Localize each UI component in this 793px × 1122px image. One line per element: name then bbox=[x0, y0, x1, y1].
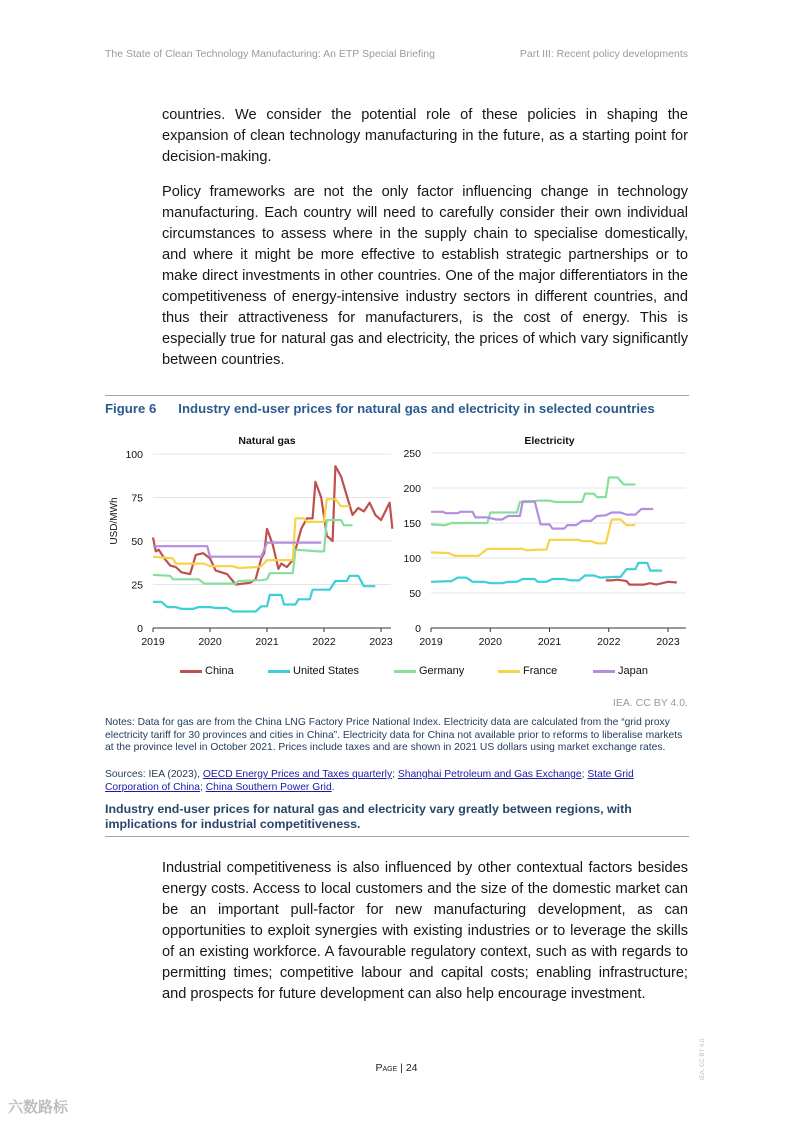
x-tick-label: 2022 bbox=[312, 636, 336, 648]
y-tick-label: 25 bbox=[131, 579, 143, 592]
x-tick-label: 2020 bbox=[478, 636, 502, 648]
legend-united-states: United States bbox=[268, 665, 359, 677]
source-link-oecd[interactable]: OECD Energy Prices and Taxes quarterly bbox=[202, 769, 393, 780]
watermark: 六数路标 bbox=[8, 1099, 69, 1116]
x-tick-label: 2020 bbox=[198, 636, 222, 648]
y-tick-label: 150 bbox=[403, 518, 421, 530]
y-tick-label: 50 bbox=[409, 588, 421, 600]
side-credit: IEA. CC BY 4.0. bbox=[700, 1037, 706, 1080]
x-tick-label: 2021 bbox=[537, 636, 562, 648]
figure-number: Figure 6 bbox=[105, 401, 157, 416]
series-line-france bbox=[431, 520, 635, 556]
legend-swatch-france bbox=[498, 670, 520, 673]
x-tick-label: 2023 bbox=[656, 636, 680, 648]
x-tick-label: 2019 bbox=[419, 636, 443, 648]
figure-credit: IEA. CC BY 4.0. bbox=[612, 697, 688, 709]
series-line-japan bbox=[431, 501, 653, 528]
y-tick-label: 0 bbox=[137, 623, 143, 635]
legend-japan: Japan bbox=[593, 665, 648, 677]
chart-title: Electricity bbox=[524, 435, 575, 447]
figure-conclusion: Industry end-user prices for natural gas and electricity vary greatly between regions, with implications for industrial competitiveness. bbox=[105, 802, 632, 831]
series-line-china bbox=[153, 466, 392, 584]
y-tick-label: 75 bbox=[131, 492, 143, 505]
y-tick-label: 0 bbox=[415, 623, 421, 635]
chart-title: Natural gas bbox=[238, 435, 296, 447]
y-tick-label: 250 bbox=[403, 448, 421, 460]
series-line-united-states bbox=[431, 563, 662, 583]
legend-swatch-germany bbox=[394, 670, 416, 673]
y-tick-label: 100 bbox=[125, 449, 143, 461]
page-number: Page | 24 bbox=[375, 1062, 418, 1074]
running-header-section: Part III: Recent policy developments bbox=[519, 48, 688, 60]
running-header-title: The State of Clean Technology Manufacturing: An ETP Special Briefing bbox=[105, 48, 435, 60]
figure-title bbox=[105, 401, 677, 416]
electricity-chart bbox=[395, 430, 690, 655]
body-paragraph: Policy frameworks are not the only factor influencing change in technology manufacturing. Each country will need to carefully consider their own individual circumstances to assess where in the supply chain to specialise domestically, and where it might be more effective to establish strategic partnerships or to make direct investments in other countries. One of the major differentiators in the competitiveness of energy-intensive industry sectors in different countries, and thus their attractiveness for manufacturers, is the cost of energy. This is especially true for natural gas and electricity, the prices of which vary significantly between countries. bbox=[162, 184, 688, 368]
y-tick-label: 50 bbox=[131, 536, 143, 548]
legend-swatch-japan bbox=[593, 670, 615, 673]
figure-top-rule bbox=[105, 395, 689, 396]
series-line-united-states bbox=[153, 576, 375, 612]
body-paragraph: countries. We consider the potential role of these policies in shaping the expansion of clean technology manufacturing in the future, as a starting point for decision-making. bbox=[162, 107, 688, 165]
x-tick-label: 2019 bbox=[141, 636, 165, 648]
natural-gas-chart bbox=[105, 430, 395, 655]
source-link-state-grid[interactable]: State Grid Corporation of China bbox=[105, 769, 634, 793]
figure-sources: Sources: IEA (2023), OECD Energy Prices and Taxes quarterly; Shanghai Petroleum and Gas Exchange; State Grid Corporation of China; China Southern Power Grid. bbox=[105, 769, 634, 793]
x-tick-label: 2022 bbox=[597, 636, 621, 648]
x-tick-label: 2021 bbox=[255, 636, 279, 648]
x-tick-label: 2023 bbox=[369, 636, 393, 648]
legend-swatch-china bbox=[180, 670, 202, 673]
series-line-germany bbox=[153, 520, 353, 584]
legend-swatch-united-states bbox=[268, 670, 290, 673]
source-link-csg[interactable]: China Southern Power Grid bbox=[205, 781, 332, 793]
legend-germany: Germany bbox=[394, 665, 464, 677]
legend-china: China bbox=[180, 665, 234, 677]
legend-france: France bbox=[498, 665, 557, 677]
body-paragraph: Industrial competitiveness is also influenced by other contextual factors besides energy costs. Access to local customers and the size of the domestic market can be an important pull-factor for new manufacturing development, as can opportunities to exploit synergies with existing industries or to leverage the skills of an existing workforce. A favourable regulatory context, such as with regards to permitting times; competitive labour and capital costs; enabling infrastructure; and prospects for future development can also help encourage investment. bbox=[162, 860, 688, 1002]
figure-notes: Notes: Data for gas are from the China LNG Factory Price National Index. Electricity data are calculated from the “grid proxy electricity tariff for 30 provinces and cities in China”. Electricity data for China not available prior to reforms to liberalise markets at the province level in October 2021. Prices include taxes and are shown in 2021 US dollars using market exchange rates. bbox=[105, 717, 683, 753]
series-line-china bbox=[606, 580, 677, 585]
y-tick-label: 100 bbox=[403, 553, 421, 565]
figure-caption: Industry end-user prices for natural gas and electricity in selected countries bbox=[178, 401, 655, 416]
y-axis-label: USD/MWh bbox=[109, 497, 120, 545]
source-link-shanghai[interactable]: Shanghai Petroleum and Gas Exchange bbox=[397, 769, 582, 780]
figure-bottom-rule bbox=[105, 836, 689, 837]
y-tick-label: 200 bbox=[403, 483, 421, 495]
